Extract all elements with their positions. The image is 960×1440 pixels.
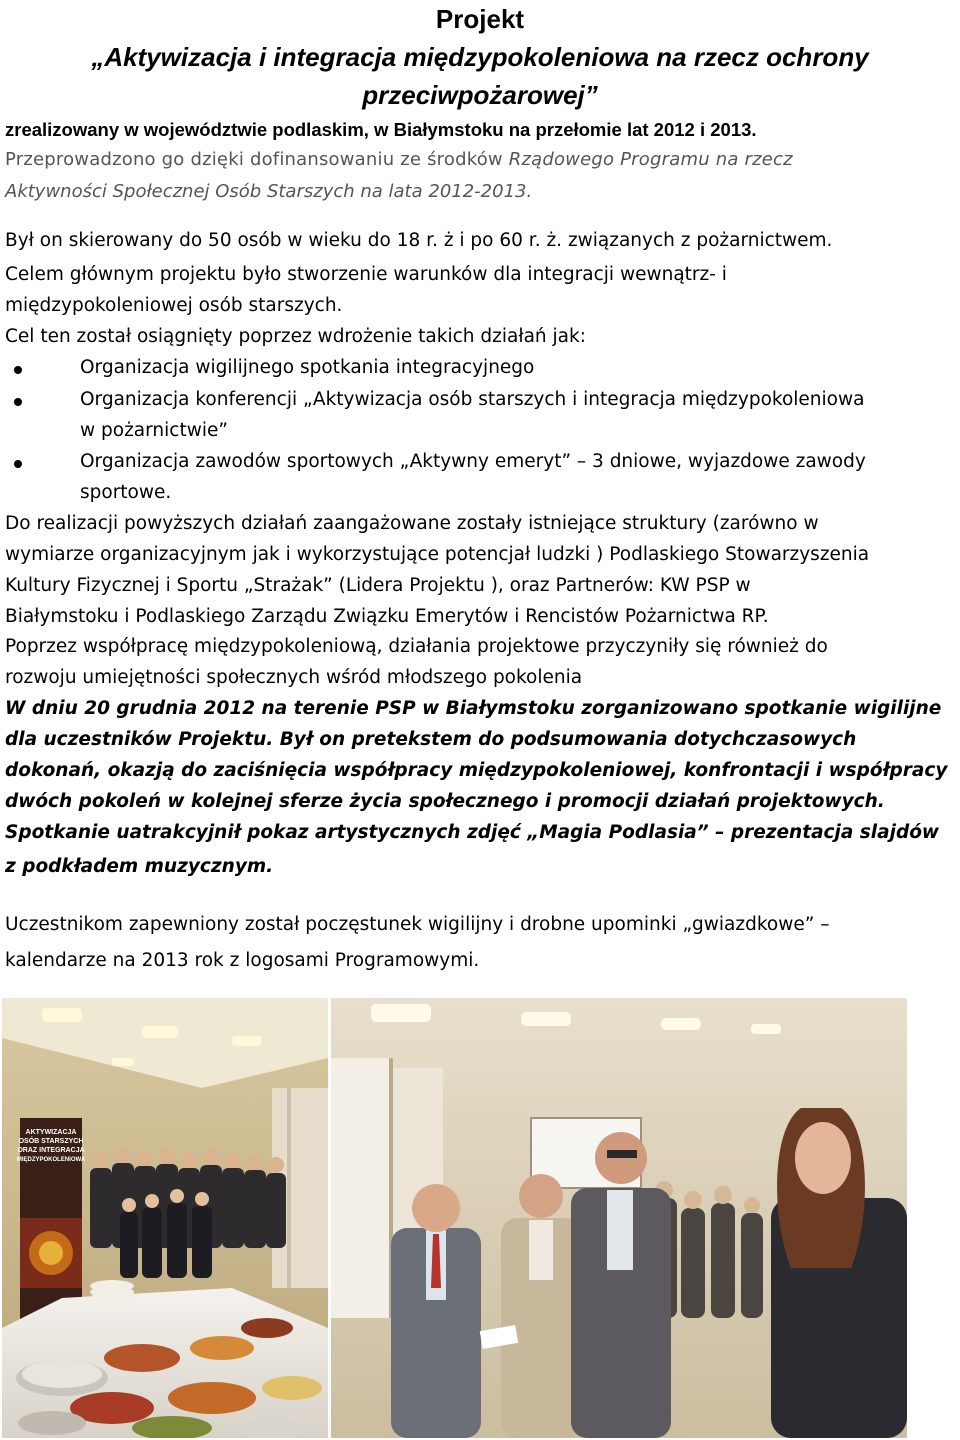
paragraph2-line6: rozwoju umiejętności społecznych wśród młodszego pokolenia xyxy=(5,667,583,688)
bullet1-line1: Organizacja wigilijnego spotkania integracyjnego xyxy=(80,357,535,378)
project-name-line2: przeciwpożarowej” xyxy=(362,80,598,110)
banner-text-line3: ORAZ INTEGRACJA xyxy=(17,1147,85,1154)
paragraph3-line2: dla uczestników Projektu. Był on pretekstem do podsumowania dotychczasowych xyxy=(5,729,857,750)
paragraph4-line2: kalendarze na 2013 rok z logosami Programowymi. xyxy=(5,950,480,971)
paragraph2-line4: Białymstoku i Podlaskiego Zarządu Związku Emerytów i Rencistów Pożarnictwa RP. xyxy=(5,606,769,627)
paragraph4-line1: Uczestnikom zapewniony został poczęstunek wigilijny i drobne upominki „gwiazdkowe” – xyxy=(5,914,830,935)
project-name-line1: „Aktywizacja i integracja międzypokoleniowa na rzecz ochrony xyxy=(91,42,869,72)
paragraph2-line5: Poprzez współpracę międzypokoleniową, działania projektowe przyczyniły się również do xyxy=(5,636,828,657)
intro-line2-start: Przeprowadzono go dzięki dofinansowaniu ze środków xyxy=(5,149,503,170)
photo-conversation xyxy=(331,998,907,1438)
bullet3-line2: sportowe. xyxy=(80,482,172,503)
intro-line3: Aktywności Społecznej Osób Starszych na lata 2012-2013. xyxy=(5,181,533,202)
intro-line2-italic: Rządowego Programu na rzecz xyxy=(508,149,793,170)
paragraph3-line5: Spotkanie uatrakcyjnił pokaz artystycznych zdjęć „Magia Podlasia” – prezentacja slajdów xyxy=(5,822,940,843)
bullet3-line1: Organizacja zawodów sportowych „Aktywny emeryt” – 3 dniowe, wyjazdowe zawody xyxy=(80,451,866,472)
document-title: Projekt xyxy=(435,4,525,34)
bullet-marker xyxy=(14,460,22,468)
paragraph2-line1: Do realizacji powyższych działań zaangażowane zostały istniejące struktury (zarówno w xyxy=(5,513,819,534)
bullet2-line1: Organizacja konferencji „Aktywizacja osób starszych i integracja międzypokoleniowa xyxy=(80,389,865,410)
paragraph3-line6: z podkładem muzycznym. xyxy=(5,856,274,877)
bullet-marker xyxy=(14,366,22,374)
paragraph1-line4: Cel ten został osiągnięty poprzez wdrożenie takich działań jak: xyxy=(5,326,586,347)
banner-text-line1: AKTYWIZACJA xyxy=(25,1129,77,1136)
paragraph3-line4: dwóch pokoleń w kolejnej sferze życia społecznego i promocji działań projektowych. xyxy=(5,791,885,812)
banner-text-line4: MIĘDZYPOKOLENIOWA xyxy=(16,1157,86,1163)
bullet-marker xyxy=(14,398,22,406)
bullet2-line2: w pożarnictwie” xyxy=(80,420,228,441)
intro-bold-line: zrealizowany w województwie podlaskim, w Białymstoku na przełomie lat 2012 i 2013. xyxy=(5,119,757,140)
paragraph1-line1: Był on skierowany do 50 osób w wieku do 18 r. ż i po 60 r. ż. związanych z pożarnictwem. xyxy=(5,230,833,251)
paragraph3-line3: dokonań, okazją do zaciśnięcia współpracy międzypokoleniowej, konfrontacji i współpracy xyxy=(5,760,948,781)
paragraph3-line1: W dniu 20 grudnia 2012 na terenie PSP w Białymstoku zorganizowano spotkanie wigilijne xyxy=(5,698,942,719)
paragraph2-line3: Kultury Fizycznej i Sportu „Strażak” (Lidera Projektu ), oraz Partnerów: KW PSP w xyxy=(5,575,751,596)
paragraph1-line3: międzypokoleniowej osób starszych. xyxy=(5,295,343,316)
photo-group-buffet xyxy=(2,998,328,1438)
intro-line2 xyxy=(5,149,793,170)
paragraph2-line2: wymiarze organizacyjnym jak i wykorzystujące potencjał ludzki ) Podlaskiego Stowarzyszenia xyxy=(5,544,870,565)
paragraph1-line2: Celem głównym projektu było stworzenie warunków dla integracji wewnątrz- i xyxy=(5,264,727,285)
banner-text-line2: OSÓB STARSZYCH xyxy=(18,1138,84,1145)
